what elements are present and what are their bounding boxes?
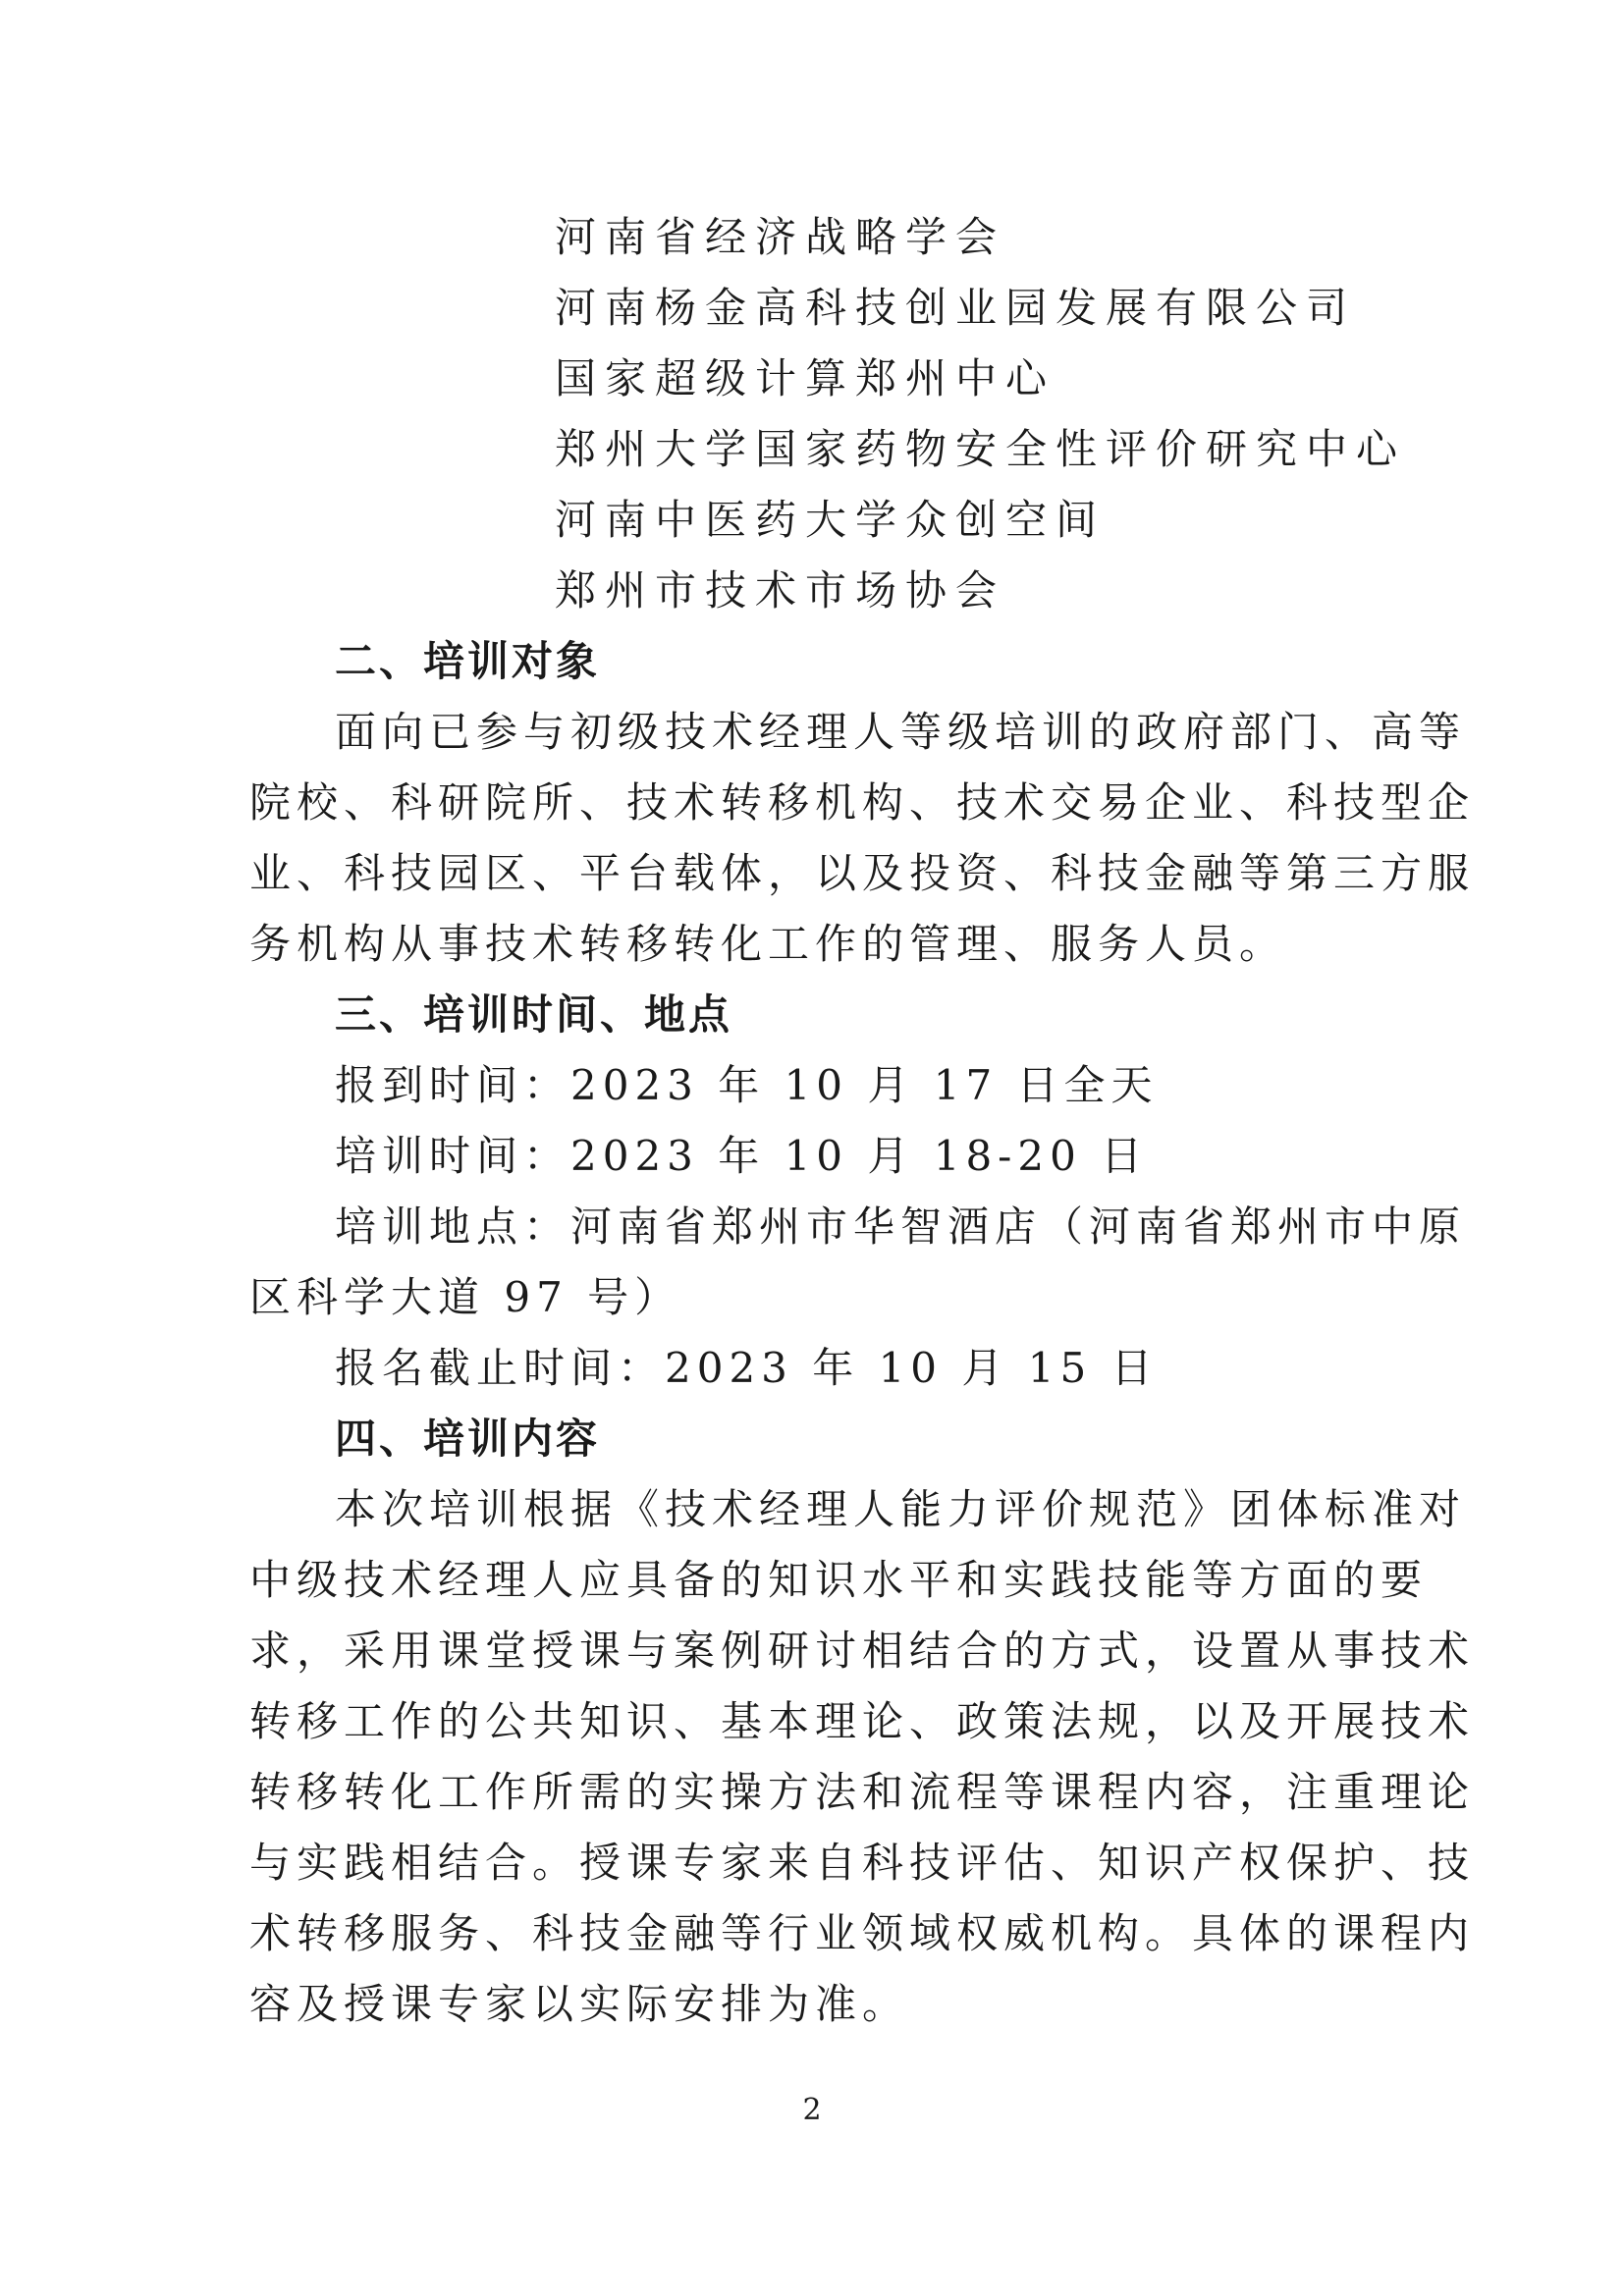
training-location-cont: 区科学大道 97 号） [249, 1273, 682, 1321]
section-heading-content: 四、培训内容 [335, 1415, 601, 1463]
training-location: 培训地点：河南省郑州市华智酒店（河南省郑州市中原 [335, 1202, 1467, 1251]
paragraph-line: 本次培训根据《技术经理人能力评价规范》团体标准对 [335, 1485, 1467, 1533]
paragraph-line: 面向已参与初级技术经理人等级培训的政府部门、高等 [335, 708, 1467, 756]
paragraph-line: 转移工作的公共知识、基本理论、政策法规，以及开展技术 [249, 1697, 1476, 1745]
paragraph-line: 容及授课专家以实际安排为准。 [249, 1980, 910, 2028]
organizer-item: 河南杨金高科技创业园发展有限公司 [555, 284, 1357, 332]
paragraph-line: 求，采用课堂授课与案例研讨相结合的方式，设置从事技术 [249, 1627, 1476, 1675]
organizer-item: 国家超级计算郑州中心 [555, 354, 1056, 402]
paragraph-line: 中级技术经理人应具备的知识水平和实践技能等方面的要 [249, 1556, 1429, 1604]
paragraph-line: 转移转化工作所需的实操方法和流程等课程内容，注重理论 [249, 1768, 1476, 1816]
organizer-item: 郑州市技术市场协会 [555, 566, 1006, 614]
section-heading-time-location: 三、培训时间、地点 [335, 990, 733, 1039]
paragraph-line: 术转移服务、科技金融等行业领域权威机构。具体的课程内 [249, 1909, 1476, 1957]
paragraph-line: 与实践相结合。授课专家来自科技评估、知识产权保护、技 [249, 1839, 1476, 1887]
registration-deadline: 报名截止时间：2023 年 10 月 15 日 [335, 1344, 1159, 1392]
section-heading-trainees: 二、培训对象 [335, 637, 601, 685]
training-time: 培训时间：2023 年 10 月 18-20 日 [335, 1132, 1149, 1180]
organizer-item: 河南中医药大学众创空间 [555, 496, 1107, 544]
paragraph-line: 业、科技园区、平台载体，以及投资、科技金融等第三方服 [249, 849, 1476, 897]
paragraph-line: 院校、科研院所、技术转移机构、技术交易企业、科技型企 [249, 778, 1476, 827]
paragraph-line: 务机构从事技术转移转化工作的管理、服务人员。 [249, 920, 1287, 968]
page-number: 2 [802, 2093, 822, 2127]
organizer-item: 河南省经济战略学会 [555, 213, 1006, 261]
organizer-item: 郑州大学国家药物安全性评价研究中心 [555, 425, 1407, 473]
checkin-time: 报到时间：2023 年 10 月 17 日全天 [335, 1061, 1159, 1109]
